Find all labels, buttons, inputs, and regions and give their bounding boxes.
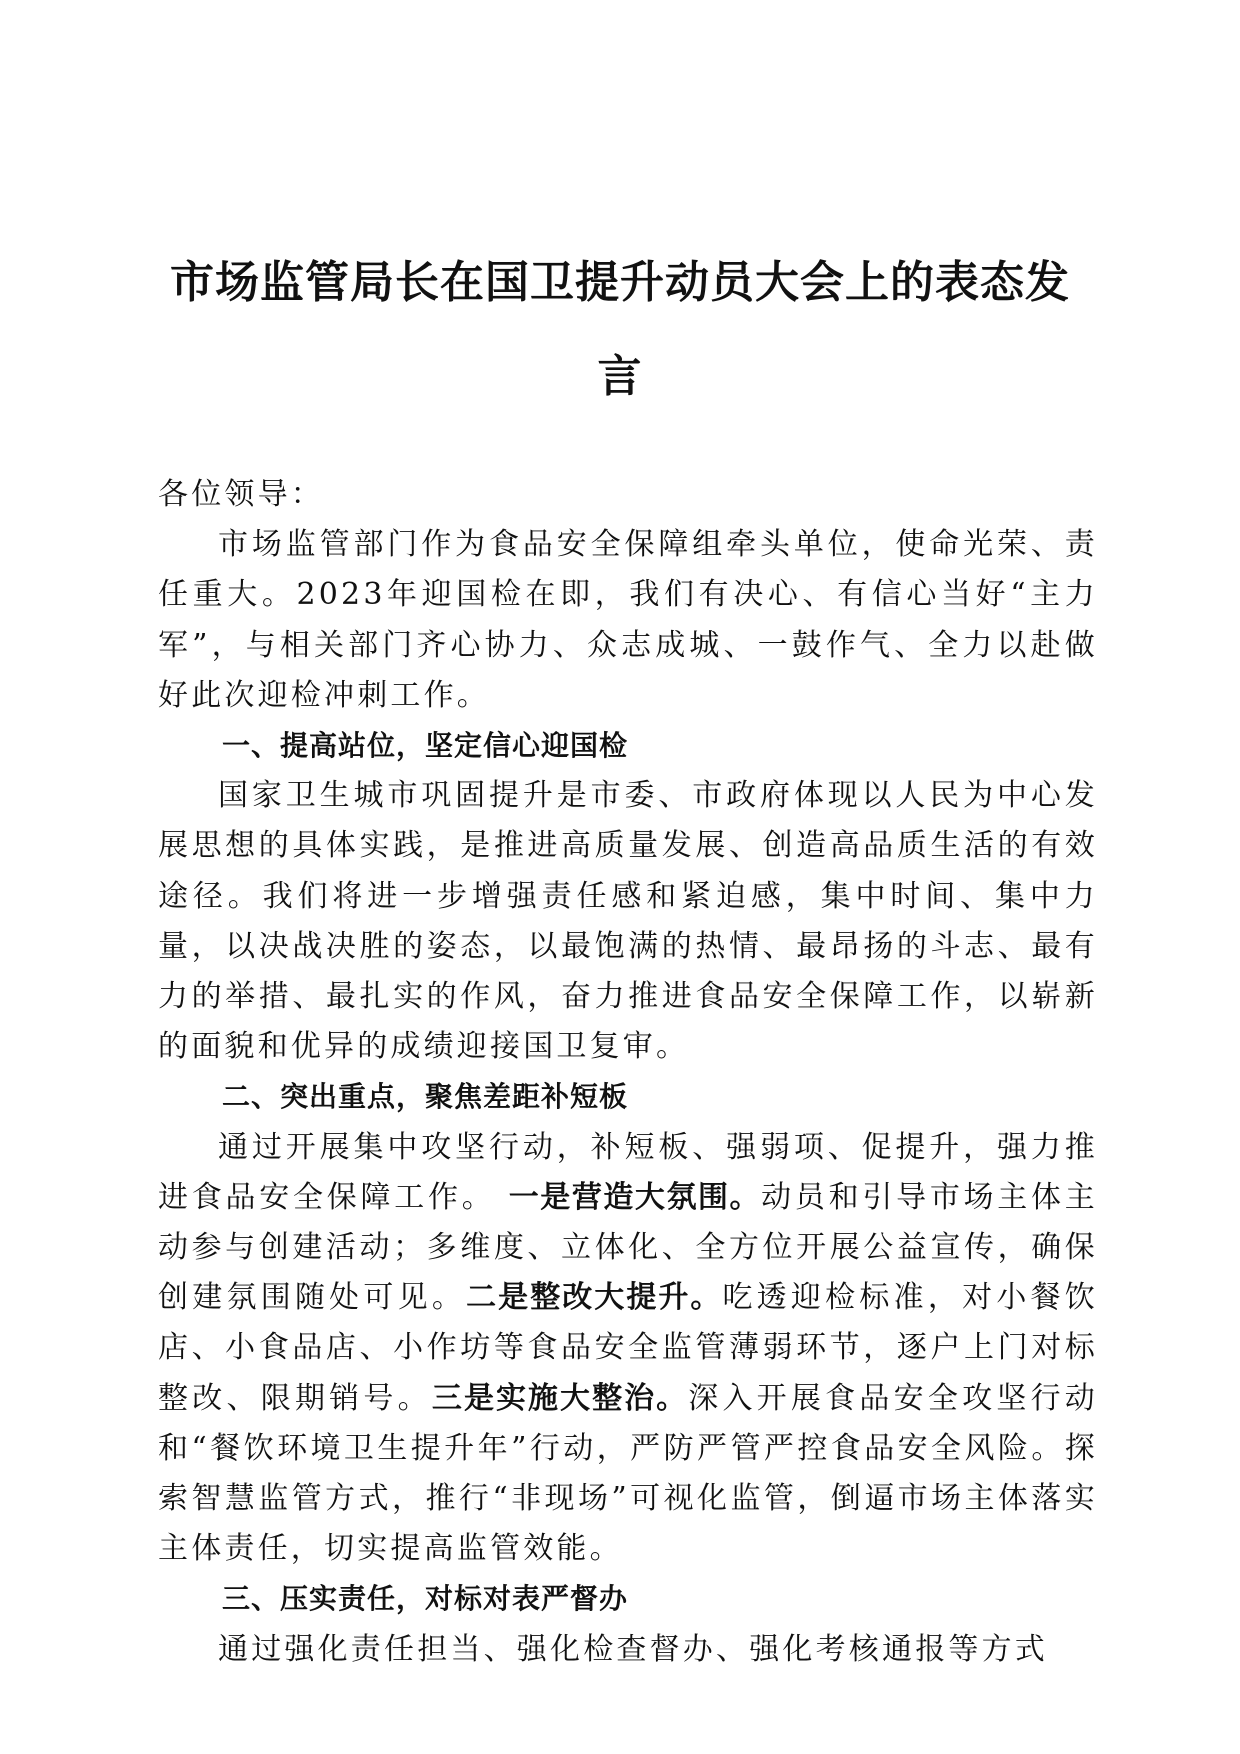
point-3-text: 深入开展食品安全攻坚行动和“餐饮环境卫生提升年”行动，严防严管严控食品安全风险。探索智慧监管方式，推行“非现场”可视化监管，倒逼市场主体落实主体责任，切实提高监管效能。 [158, 1380, 1099, 1567]
section-2-heading: 二、突出重点，聚焦差距补短板 [222, 1080, 629, 1114]
document-body [158, 470, 1098, 1675]
section-3-heading: 三、压实责任，对标对表严督办 [222, 1582, 629, 1616]
section-2-lead: 通过开展集中攻坚行动，补短板、强弱项、促提升，强力推进食品安全保障工作。 [158, 1129, 1098, 1215]
section-2-paragraph [158, 1123, 1098, 1575]
document-title: 市场监管局长在国卫提升动员大会上的表态发言 [170, 257, 1070, 402]
point-3-heading: 三是实施大整治。 [431, 1380, 689, 1416]
section-1-heading: 一、提高站位，坚定信心迎国检 [222, 729, 629, 763]
point-2-text: 吃透迎检标准，对小餐饮店、小食品店、小作坊等食品安全监管薄弱环节，逐户上门对标整改、限期销号。 [158, 1280, 1099, 1416]
point-2-heading: 二是整改大提升。 [466, 1280, 723, 1316]
section-1-paragraph: 国家卫生城市巩固提升是市委、市政府体现以人民为中心发展思想的具体实践，是推进高质量发展、创造高品质生活的有效途径。我们将进一步增强责任感和紧迫感，集中时间、集中力量，以决战决胜的姿态，以最饱满的热情、最昂扬的斗志、最有力的举措、最扎实的作风，奋力推进食品安全保障工作，以崭新的面貌和优异的成绩迎接国卫复审。 [158, 778, 1098, 1065]
section-3-paragraph: 通过强化责任担当、强化检查督办、强化考核通报等方式 [218, 1631, 1048, 1667]
intro-paragraph: 市场监管部门作为食品安全保障组牵头单位，使命光荣、责任重大。2023年迎国检在即，我们有决心、有信心当好“主力军”，与相关部门齐心协力、众志成城、一鼓作气、全力以赴做好此次迎检冲刺工作。 [158, 527, 1098, 713]
salutation: 各位领导： [158, 477, 324, 512]
point-1-text: 动员和引导市场主体主动参与创建活动；多维度、立体化、全方位开展公益宣传，确保创建氛围随处可见。 [158, 1179, 1098, 1316]
point-1-heading: 一是营造大氛围。 [508, 1179, 762, 1215]
